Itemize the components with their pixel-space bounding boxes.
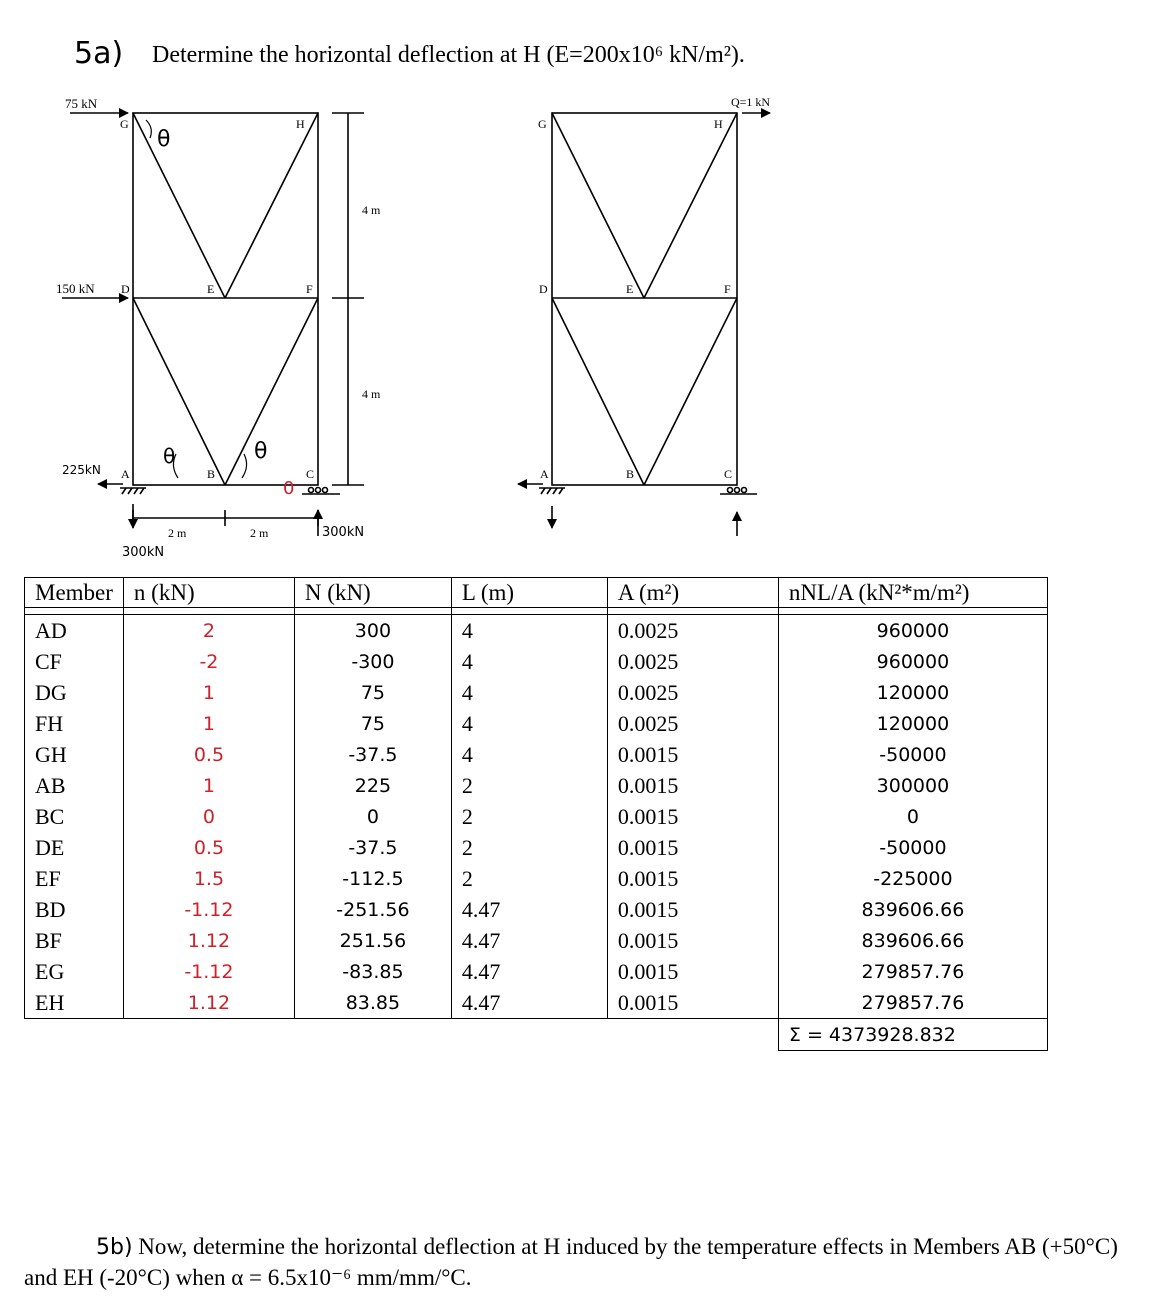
n-cell: 1.12 <box>123 987 294 1019</box>
n-cell: 1 <box>123 677 294 708</box>
hand-reaction-A-v: 300kN <box>122 545 165 560</box>
A-cell: 0.0015 <box>607 832 778 863</box>
dim-label-top: 4 m <box>362 203 381 217</box>
nNLA-cell: 839606.66 <box>778 925 1047 956</box>
nNLA-cell: 279857.76 <box>778 987 1047 1019</box>
nNLA-cell: 960000 <box>778 615 1047 647</box>
dim-label-left: 2 m <box>168 526 187 540</box>
node-label-D: D <box>121 282 130 296</box>
table-row <box>25 956 1048 987</box>
table-row <box>25 894 1048 925</box>
n-cell: 1 <box>123 708 294 739</box>
table-row <box>25 646 1048 677</box>
col-header-N: N (kN) <box>294 578 451 608</box>
n-cell: -1.12 <box>123 956 294 987</box>
member-cell: DE <box>25 832 124 863</box>
table-row <box>25 925 1048 956</box>
member-EG <box>133 113 225 298</box>
member-cell: FH <box>25 708 124 739</box>
n-cell: 0.5 <box>123 832 294 863</box>
node-label-G: G <box>120 117 129 131</box>
n-cell: 1.5 <box>123 863 294 894</box>
col-header-member: Member <box>25 578 124 608</box>
member-cell: BF <box>25 925 124 956</box>
N-cell: -37.5 <box>294 832 451 863</box>
member-cell: BC <box>25 801 124 832</box>
truss-diagrams <box>0 0 1163 575</box>
part-b-question: Now, determine the horizontal deflection at H induced by the temperature effects in Members AB (+50°C) and EH (-20°C) when α = 6.5x10⁻⁶ mm/mm/°C. <box>24 1234 1118 1290</box>
member-cell: DG <box>25 677 124 708</box>
A-cell: 0.0015 <box>607 770 778 801</box>
dim-label-bottom: 4 m <box>362 387 381 401</box>
N-cell: 83.85 <box>294 987 451 1019</box>
part-a-question: Determine the horizontal deflection at H (E=200x10⁶ kN/m²). <box>152 42 745 68</box>
A-cell: 0.0015 <box>607 863 778 894</box>
pin-support-A <box>120 488 146 494</box>
L-cell: 2 <box>451 770 607 801</box>
N-cell: 75 <box>294 708 451 739</box>
hand-theta-b1: θ <box>163 444 176 468</box>
nNLA-cell: 839606.66 <box>778 894 1047 925</box>
node-label-A: A <box>121 467 130 481</box>
A-cell: 0.0025 <box>607 708 778 739</box>
nNLA-cell: 120000 <box>778 708 1047 739</box>
nNLA-cell: -50000 <box>778 739 1047 770</box>
table-row <box>25 770 1048 801</box>
load-label-150: 150 kN <box>56 281 95 296</box>
table-row <box>25 708 1048 739</box>
hand-theta-b2: θ <box>254 439 268 464</box>
node-label-F-right: F <box>724 282 731 296</box>
sum-cell: Σ = 4373928.832 <box>778 1019 1047 1051</box>
A-cell: 0.0015 <box>607 925 778 956</box>
L-cell: 4.47 <box>451 894 607 925</box>
hand-reaction-A-h: 225kN <box>62 463 101 477</box>
table-row <box>25 801 1048 832</box>
node-label-B: B <box>207 467 216 481</box>
member-cell: AB <box>25 770 124 801</box>
roller-support-C-right <box>720 488 757 495</box>
n-cell: -1.12 <box>123 894 294 925</box>
N-cell: 225 <box>294 770 451 801</box>
load-label-Q: Q=1 kN <box>731 95 771 109</box>
dim-label-right: 2 m <box>250 526 269 540</box>
L-cell: 4 <box>451 739 607 770</box>
n-cell: -2 <box>123 646 294 677</box>
n-cell: 1.12 <box>123 925 294 956</box>
A-cell: 0.0025 <box>607 646 778 677</box>
member-cell: CF <box>25 646 124 677</box>
member-BD <box>133 298 225 485</box>
L-cell: 4.47 <box>451 987 607 1019</box>
member-BF <box>225 298 318 485</box>
node-label-C: C <box>306 467 315 481</box>
nNLA-cell: -225000 <box>778 863 1047 894</box>
N-cell: -112.5 <box>294 863 451 894</box>
N-cell: 0 <box>294 801 451 832</box>
pin-support-A-right <box>539 488 565 494</box>
L-cell: 4 <box>451 677 607 708</box>
table-row <box>25 832 1048 863</box>
A-cell: 0.0025 <box>607 615 778 647</box>
member-cell: EG <box>25 956 124 987</box>
member-cell: AD <box>25 615 124 647</box>
sum-row <box>25 1019 1048 1051</box>
N-cell: -300 <box>294 646 451 677</box>
A-cell: 0.0015 <box>607 987 778 1019</box>
N-cell: -37.5 <box>294 739 451 770</box>
member-cell: BD <box>25 894 124 925</box>
A-cell: 0.0015 <box>607 956 778 987</box>
nNLA-cell: 300000 <box>778 770 1047 801</box>
n-cell: 0.5 <box>123 739 294 770</box>
member-EH <box>225 113 318 298</box>
L-cell: 4 <box>451 646 607 677</box>
node-label-A-right: A <box>540 467 549 481</box>
right-truss <box>518 113 770 536</box>
node-label-C-right: C <box>724 467 733 481</box>
member-force-table <box>24 577 1048 1051</box>
L-cell: 4 <box>451 615 607 647</box>
node-label-B-right: B <box>626 467 635 481</box>
node-label-G-right: G <box>538 117 547 131</box>
L-cell: 2 <box>451 832 607 863</box>
L-cell: 4.47 <box>451 925 607 956</box>
col-header-nNLA: nNL/A (kN²*m/m²) <box>778 578 1047 608</box>
table-row <box>25 863 1048 894</box>
N-cell: -251.56 <box>294 894 451 925</box>
n-cell: 2 <box>123 615 294 647</box>
load-label-75: 75 kN <box>65 96 98 111</box>
roller-support-C <box>302 488 340 495</box>
table-row <box>25 615 1048 647</box>
L-cell: 2 <box>451 801 607 832</box>
A-cell: 0.0015 <box>607 801 778 832</box>
nNLA-cell: 279857.76 <box>778 956 1047 987</box>
node-label-H-right: H <box>714 117 723 131</box>
N-cell: -83.85 <box>294 956 451 987</box>
part-a-number: 5a) <box>74 36 124 71</box>
n-cell: 1 <box>123 770 294 801</box>
L-cell: 4 <box>451 708 607 739</box>
A-cell: 0.0025 <box>607 677 778 708</box>
nNLA-cell: 0 <box>778 801 1047 832</box>
nNLA-cell: -50000 <box>778 832 1047 863</box>
L-cell: 2 <box>451 863 607 894</box>
part-b <box>24 1232 1144 1293</box>
A-cell: 0.0015 <box>607 894 778 925</box>
member-cell: EH <box>25 987 124 1019</box>
col-header-n: n (kN) <box>123 578 294 608</box>
table-row <box>25 739 1048 770</box>
nNLA-cell: 120000 <box>778 677 1047 708</box>
member-cell: EF <box>25 863 124 894</box>
table-row <box>25 987 1048 1019</box>
col-header-A: A (m²) <box>607 578 778 608</box>
N-cell: 300 <box>294 615 451 647</box>
hand-reaction-C: 300kN <box>322 525 365 540</box>
L-cell: 4.47 <box>451 956 607 987</box>
hand-theta-top: θ <box>157 127 171 152</box>
col-header-L: L (m) <box>451 578 607 608</box>
part-b-number: 5b) <box>96 1235 133 1260</box>
node-label-H: H <box>296 117 305 131</box>
member-cell: GH <box>25 739 124 770</box>
nNLA-cell: 960000 <box>778 646 1047 677</box>
node-label-E: E <box>207 282 215 296</box>
node-label-F: F <box>306 282 313 296</box>
N-cell: 251.56 <box>294 925 451 956</box>
left-truss <box>62 113 364 526</box>
N-cell: 75 <box>294 677 451 708</box>
A-cell: 0.0015 <box>607 739 778 770</box>
node-label-E-right: E <box>626 282 634 296</box>
node-label-D-right: D <box>539 282 548 296</box>
table-row <box>25 677 1048 708</box>
n-cell: 0 <box>123 801 294 832</box>
hand-c-zero: 0 <box>283 478 295 499</box>
